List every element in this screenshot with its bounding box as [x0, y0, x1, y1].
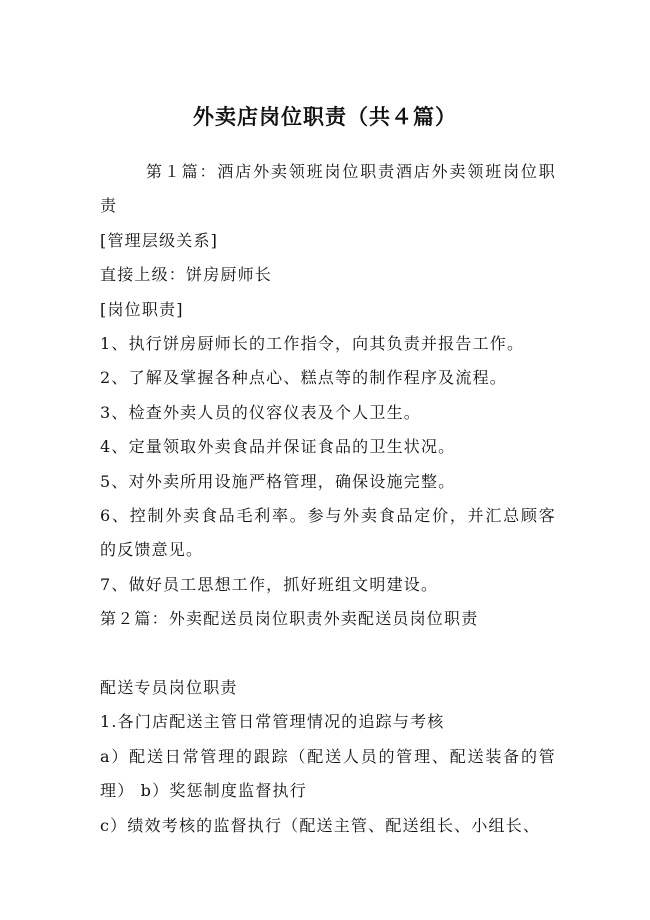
paragraph: [岗位职责]	[100, 299, 184, 319]
list-item: 3、检查外卖人员的仪容仪表及个人卫生。	[100, 402, 421, 422]
list-item: 6、控制外卖食品毛利率。参与外卖食品定价，并汇总顾客的反馈意见。	[100, 506, 556, 560]
paragraph: 直接上级：饼房厨师长	[100, 265, 273, 285]
document-title: 外卖店岗位职责（共４篇）	[193, 105, 457, 129]
list-item: c）绩效考核的监督执行（配送主管、配送组长、小组长、	[100, 815, 541, 835]
list-item: 5、对外卖所用设施严格管理，确保设施完整。	[100, 471, 456, 491]
paragraph: 配送专员岗位职责	[100, 678, 238, 698]
section-heading-1: 第１篇：酒店外卖领班岗位职责酒店外卖领班岗位职责	[100, 162, 556, 216]
list-item: 4、定量领取外卖食品并保证食品的卫生状况。	[100, 437, 456, 457]
blank-line	[100, 637, 556, 671]
paragraph: [管理层级关系]	[100, 230, 219, 250]
list-item: 1.各门店配送主管日常管理情况的追踪与考核	[100, 712, 445, 732]
list-item: 7、做好员工思想工作，抓好班组文明建设。	[100, 574, 439, 594]
list-item: 1、执行饼房厨师长的工作指令，向其负责并报告工作。	[100, 334, 525, 354]
list-item: a）配送日常管理的跟踪（配送人员的管理、配送装备的管理） b）奖惩制度监督执行	[100, 746, 556, 801]
document-body	[100, 155, 556, 843]
list-item: 2、了解及掌握各种点心、糕点等的制作程序及流程。	[100, 368, 507, 388]
section-heading-2: 第２篇：外卖配送员岗位职责外卖配送员岗位职责	[100, 609, 479, 629]
